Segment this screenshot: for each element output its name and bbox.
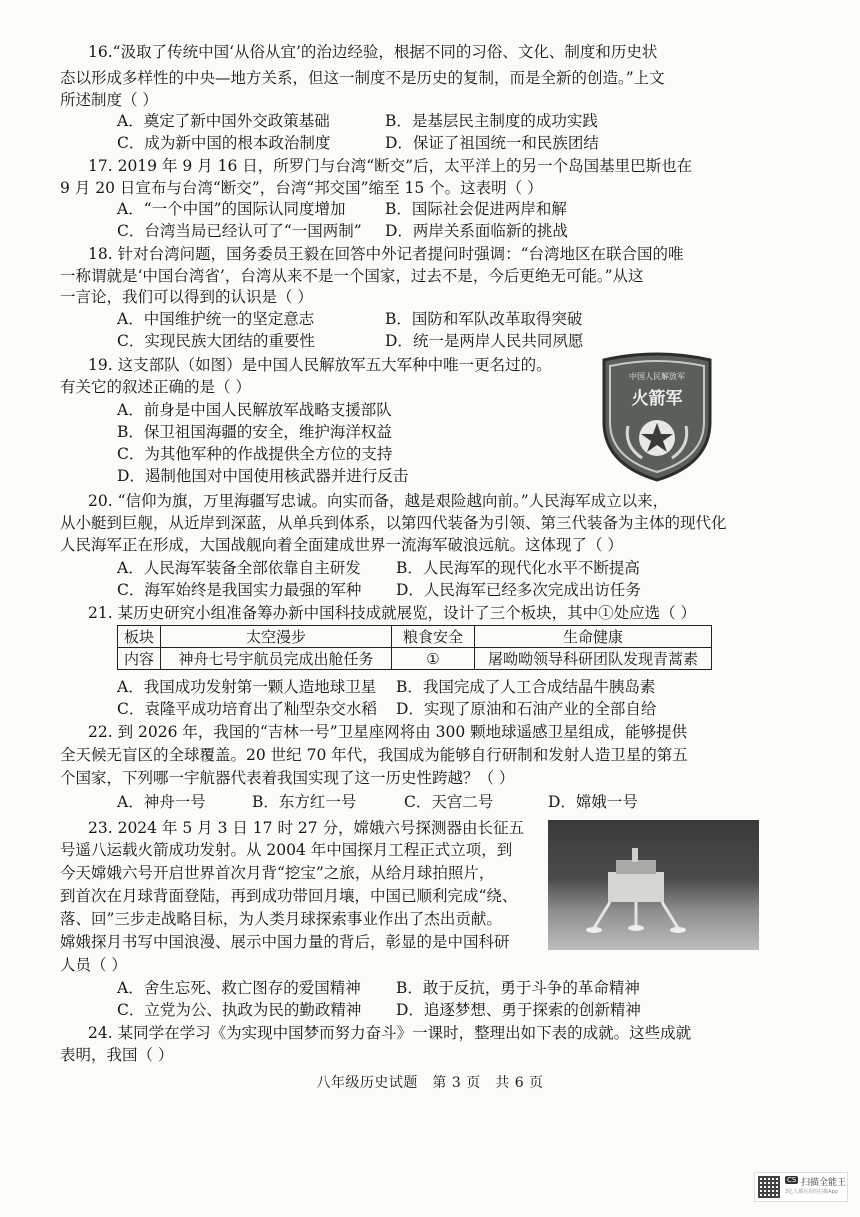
q22-option-d[interactable]: D．嫦娥一号 [548,793,638,811]
q23-line-4: 到首次在月球背面登陆，再到成功带回月壤，中国已顺利完成“绕、 [60,887,518,905]
q19-option-a[interactable]: A．前身是中国人民解放军战略支援部队 [117,401,392,419]
q17-option-a[interactable]: A．“一个中国”的国际认同度增加 [117,200,346,218]
chang-e-6-lander-photo [548,820,759,950]
q22-option-c[interactable]: C．天宫二号 [404,793,494,811]
rocket-force-badge-image [598,352,716,484]
table-row [118,648,712,670]
q19-option-c[interactable]: C．为其他军种的作战提供全方位的支持 [117,445,393,463]
q18-option-d[interactable]: D．统一是两岸人民共同夙愿 [385,332,584,350]
q20-option-a[interactable]: A．人民海军装备全部依靠自主研发 [117,559,361,577]
q16-option-b[interactable]: B．是基层民主制度的成功实践 [385,112,598,130]
q23-option-c[interactable]: C．立党为公、执政为民的勤政精神 [117,1001,362,1019]
q21-option-c[interactable]: C．袁隆平成功培育出了籼型杂交水稻 [117,700,377,718]
q19-line-1: 19. 这支部队（如图）是中国人民解放军五大军种中唯一更名过的。 [88,356,552,374]
q16-line-2: 态以形成多样性的中央—地方关系，但这一制度不是历史的复制，而是全新的创造。”上文 [60,69,665,87]
q22-line-3: 个国家，下列哪一宇航器代表着我国实现了这一历史性跨越？（ ） [60,769,515,787]
q17-line-1: 17. 2019 年 9 月 16 日，所罗门与台湾“断交”后，太平洋上的另一个岛国基里巴斯也在 [88,157,693,175]
q18-option-b[interactable]: B．国防和军队改革取得突破 [385,310,583,328]
scanner-watermark [754,1172,848,1202]
q21-line-1: 21. 某历史研究小组准备筹办新中国科技成就展览，设计了三个板块，其中①处应选（ ） [88,604,697,622]
q24-line-2: 表明，我国（ ） [60,1046,174,1064]
q19-option-d[interactable]: D．遏制他国对中国使用核武器并进行反击 [117,467,409,485]
q23-line-2: 号遥八运载火箭成功发射。从 2004 年中国探月工程正式立项，到 [60,841,513,859]
q16-line-1: 16.“汲取了传统中国‘从俗从宜’的治边经验，根据不同的习俗、文化、制度和历史状 [88,43,658,61]
q18-option-a[interactable]: A．中国维护统一的坚定意志 [117,310,315,328]
q22-line-2: 全天候无盲区的全球覆盖。20 世纪 70 年代，我国成为能够自行研制和发射人造卫星的第五 [60,746,688,764]
q21-table [117,625,712,670]
scanner-name: 扫描全能王 [801,1178,847,1188]
q16-line-3: 所述制度（ ） [60,91,158,109]
scanner-badge: CS [787,1176,797,1184]
q20-line-3: 人民海军正在形成，大国战舰向着全面建成世界一流海军破浪远航。这体现了（ ） [60,536,623,554]
q23-line-7: 人员（ ） [60,956,127,974]
q21-option-a[interactable]: A．我国成功发射第一颗人造地球卫星 [117,678,377,696]
q18-option-c[interactable]: C．实现民族大团结的重要性 [117,332,315,350]
q17-option-c[interactable]: C．台湾当局已经认可了“一国两制” [117,222,362,240]
q17-option-d[interactable]: D．两岸关系面临新的挑战 [385,222,568,240]
q24-line-1: 24. 某同学在学习《为实现中国梦而努力奋斗》一课时，整理出如下表的成就。这些成就 [88,1024,692,1042]
q16-option-c[interactable]: C．成为新中国的根本政治制度 [117,134,331,152]
q18-line-3: 一言论，我们可以得到的认识是（ ） [60,288,313,306]
q16-option-a[interactable]: A．奠定了新中国外交政策基础 [117,112,330,130]
table-cell: 太空漫步 [161,626,392,648]
q21-option-b[interactable]: B．我国完成了人工合成结晶牛胰岛素 [396,678,656,696]
q20-option-c[interactable]: C．海军始终是我国实力最强的军种 [117,581,362,599]
q20-option-d[interactable]: D．人民海军已经多次完成出访任务 [396,581,641,599]
badge-top-text: 中国人民解放军 [629,372,685,381]
page-footer: 八年级历史试题 第 3 页 共 6 页 [316,1075,544,1091]
q17-line-2: 9 月 20 日宣布与台湾“断交”，台湾“邦交国”缩至 15 个。这表明（ ） [60,179,543,197]
q19-option-b[interactable]: B．保卫祖国海疆的安全，维护海洋权益 [117,423,392,441]
q19-line-2: 有关它的叙述正确的是（ ） [60,378,251,396]
table-cell: 内容 [118,648,161,670]
table-cell: 生命健康 [475,626,712,648]
q21-option-d[interactable]: D．实现了原油和石油产业的全部自给 [396,700,657,718]
q17-option-b[interactable]: B．国际社会促进两岸和解 [385,200,567,218]
table-cell: 神舟七号宇航员完成出舱任务 [161,648,392,670]
q23-line-6: 嫦娥探月书写中国浪漫、展示中国力量的背后，彰显的是中国科研 [60,933,510,951]
q18-line-1: 18. 针对台湾问题，国务委员王毅在回答中外记者提问时强调：“台湾地区在联合国的唯 [88,245,684,263]
q20-line-2: 从小艇到巨舰，从近岸到深蓝，从单兵到体系，以第四代装备为引领、第三代装备为主体的现代化 [60,514,727,532]
table-cell: 屠呦呦领导科研团队发现青蒿素 [475,648,712,670]
table-cell: ① [392,648,475,670]
q18-line-2: 一称谓就是‘中国台湾省’，台湾从来不是一个国家，过去不是，今后更绝无可能。”从这 [60,267,644,285]
q16-option-d[interactable]: D．保证了祖国统一和民族团结 [385,134,599,152]
q23-option-a[interactable]: A．舍生忘死、救亡图存的爱国精神 [117,979,361,997]
table-row [118,626,712,648]
scanner-tagline: 3亿人都在用的扫描App [785,1189,838,1195]
qr-code-icon [758,1176,780,1198]
q20-line-1: 20. “信仰为旗，万里海疆写忠诚。向实而备，越是艰险越向前。”人民海军成立以来， [88,492,669,510]
q23-line-3: 今天嫦娥六号开启世界首次月背“挖宝”之旅，从给月球拍照片， [60,864,495,882]
q23-option-d[interactable]: D．追逐梦想、勇于探索的创新精神 [396,1001,641,1019]
table-cell: 板块 [118,626,161,648]
table-cell: 粮食安全 [392,626,475,648]
q20-option-b[interactable]: B．人民海军的现代化水平不断提高 [396,559,640,577]
q22-option-a[interactable]: A．神舟一号 [117,793,206,811]
q23-line-5: 落、回”三步走战略目标，为人类月球探索事业作出了杰出贡献。 [60,910,502,928]
q23-line-1: 23. 2024 年 5 月 3 日 17 时 27 分，嫦娥六号探测器由长征五 [88,819,525,837]
badge-main-text: 火箭军 [631,389,683,409]
q22-line-1: 22. 到 2026 年，我国的“吉林一号”卫星座网将由 300 颗地球遥感卫星组成，能够提供 [88,723,688,741]
q23-option-b[interactable]: B．敢于反抗，勇于斗争的革命精神 [396,979,640,997]
q22-option-b[interactable]: B．东方红一号 [252,793,357,811]
